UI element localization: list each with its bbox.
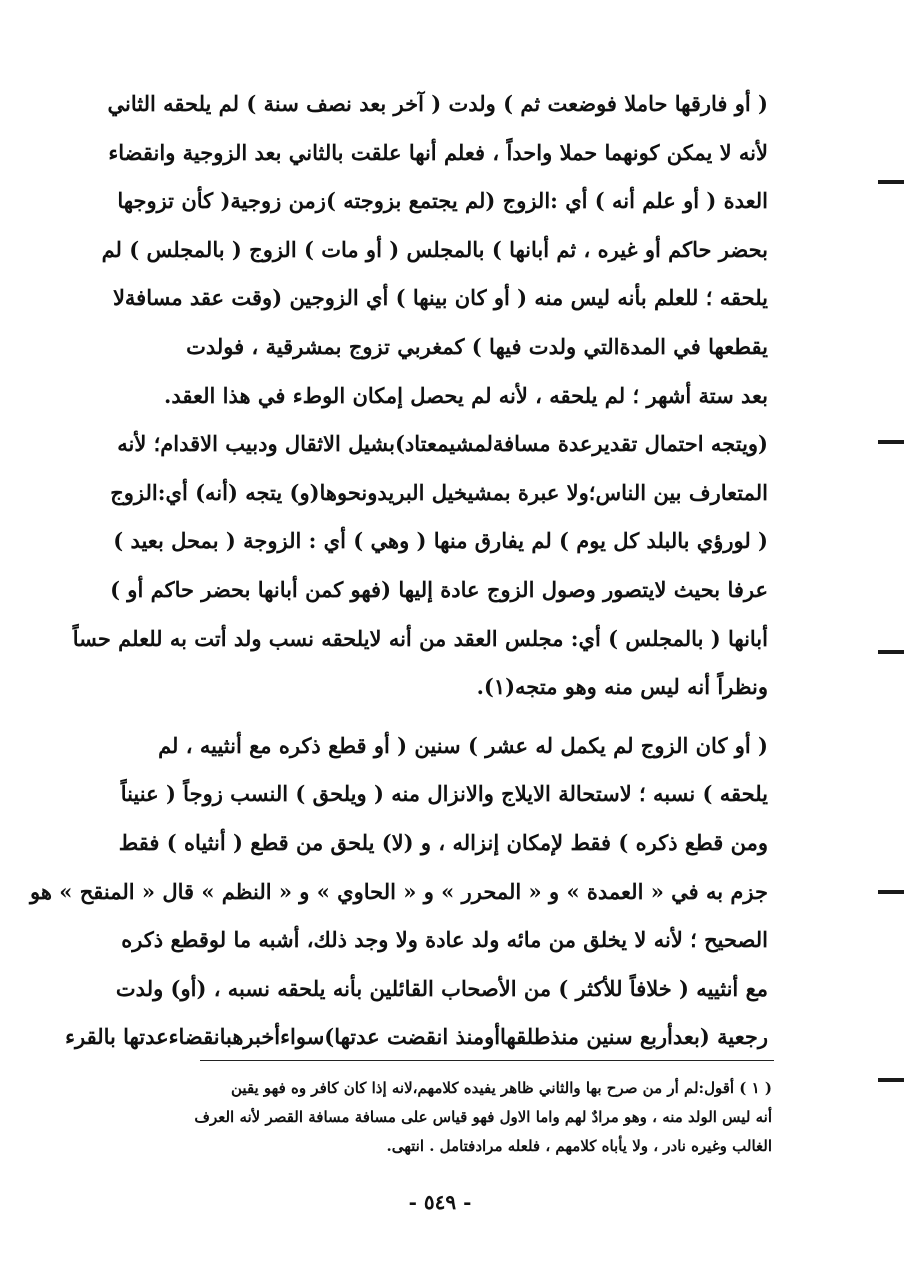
text-line: (ويتجه احتمال تقديرعدة مسافةلمشيمعتاد)بشيل الاثقال ودبيب الاقدام؛ لأنه — [117, 431, 768, 457]
text-line: ( أو فارقها حاملا فوضعت ثم ) ولدت ( آخر بعد نصف سنة ) لم يلحقه الثاني — [107, 91, 768, 116]
text-line: الصحيح ؛ لأنه لا يخلق من مائه ولد عادة ولا وجد ذلك، أشبه ما لوقطع ذكره — [121, 927, 768, 953]
text-line: العدة ( أو علم أنه ) أي :الزوج (لم يجتمع بزوجته )زمن زوجية( كأن تزوجها — [117, 188, 768, 214]
text-line: يلحقه ؛ للعلم بأنه ليس منه ( أو كان بينها ) أي الزوجين (وقت عقد مسافةلا — [112, 285, 768, 311]
text-line: لأنه لا يمكن كونهما حملا واحداً ، فعلم أنها علقت بالثاني بعد الزوجية وانقضاء — [108, 139, 768, 165]
footnote-line: أنه ليس الولد منه ، وهو مرادٌ لهم واما الاول فهو قياس على مسافة مسافة القصر لأنه العرف — [194, 1108, 772, 1126]
page-number: - ٥٤٩ - — [408, 1190, 472, 1214]
text-line: رجعية (بعدأربع سنين منذطلقهاأومنذ انقضت عدتها)سواءأخبرهبانقضاءعدتها بالقرء — [65, 1024, 768, 1050]
text-line: أبانها ( بالمجلس ) أي: مجلس العقد من أنه لايلحقه نسب ولد أتت به للعلم حساً — [72, 625, 768, 651]
margin-mark — [878, 180, 904, 184]
footnote — [112, 1074, 772, 1161]
margin-mark — [878, 440, 904, 444]
footnote-line: ( ١ ) أقول:لم أر من صرح بها والثاني ظاهر يفيده كلامهم،لانه إذا كان كافر وه فهو يقين — [231, 1079, 772, 1097]
text-line: ومن قطع ذكره ) فقط لإمكان إنزاله ، و (لا) يلحق من قطع ( أنثياه ) فقط — [118, 829, 768, 855]
margin-mark — [878, 650, 904, 654]
text-line: ( لورؤي بالبلد كل يوم ) لم يفارق منها ( وهي ) أي : الزوجة ( بمحل بعيد ) — [113, 528, 768, 554]
text-line: المتعارف بين الناس؛ولا عبرة بمشيخيل البريدونحوها(و) يتجه (أنه) أي:الزوج — [110, 479, 768, 505]
margin-mark — [878, 1078, 904, 1082]
text-line: ( أو كان الزوج لم يكمل له عشر ) سنين ( أو قطع ذكره مع أنثييه ، لم — [158, 732, 768, 758]
main-text — [30, 80, 768, 1062]
text-line: يقطعها في المدةالتي ولدت فيها ) كمغربي تزوج بمشرقية ، فولدت — [186, 333, 768, 359]
text-line: بحضر حاكم أو غيره ، ثم أبانها ) بالمجلس ( أو مات ) الزوج ( بالمجلس ) لم — [101, 236, 768, 262]
footnote-divider — [200, 1060, 774, 1061]
text-line: عرفا بحيث لايتصور وصول الزوج عادة إليها (فهو كمن أبانها بحضر حاكم أو ) — [110, 576, 768, 602]
text-line: ونظراً أنه ليس منه وهو متجه(١). — [476, 674, 768, 700]
text-line: مع أنثييه ( خلافاً للأكثر ) من الأصحاب القائلين بأنه يلحقه نسبه ، (أو) ولدت — [115, 975, 768, 1001]
footnote-line: الغالب وغيره نادر ، ولا يأباه كلامهم ، فلعله مرادفتامل . انتهى. — [386, 1137, 772, 1155]
text-line: بعد ستة أشهر ؛ لم يلحقه ، لأنه لم يحصل إمكان الوطء في هذا العقد. — [164, 382, 768, 408]
text-line: جزم به في « العمدة » و « المحرر » و « الحاوي » و « النظم » قال « المنقح » هو — [30, 878, 768, 904]
margin-mark — [878, 890, 904, 894]
paragraph-gap — [108, 712, 768, 722]
text-line: يلحقه ) نسبه ؛ لاستحالة الايلاج والانزال منه ( ويلحق ) النسب زوجاً ( عنيناً — [120, 781, 768, 807]
